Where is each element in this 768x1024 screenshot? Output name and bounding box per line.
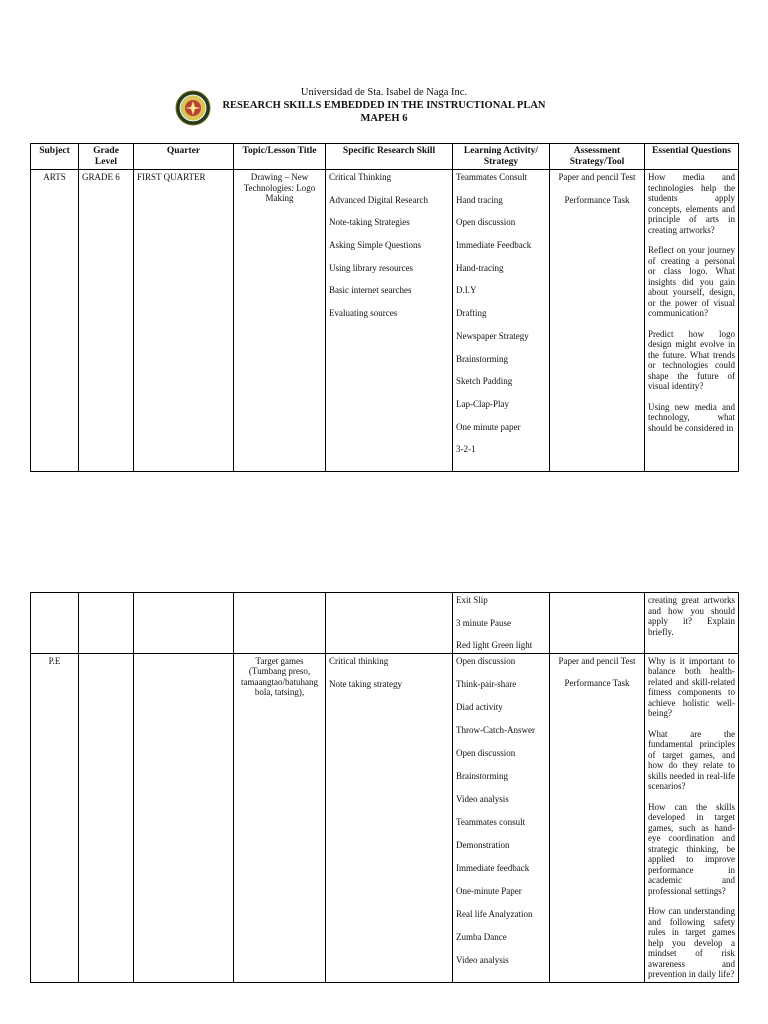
column-header: Assessment Strategy/Tool [550, 144, 645, 170]
essential-question: Why is it important to balance both health-related and skill-related fitness components to achieve holistic well-being? [648, 655, 735, 719]
document-page-2 [0, 520, 768, 1024]
activities-cell [453, 593, 550, 654]
list-item: Asking Simple Questions [329, 240, 422, 251]
column-header: Grade Level [79, 144, 134, 170]
questions-cell [645, 170, 739, 472]
subject-cell [31, 593, 79, 654]
grade-cell: GRADE 6 [79, 170, 134, 472]
questions-cell [645, 653, 739, 982]
assessment-cell [550, 170, 645, 472]
essential-question: creating great artworks and how you should apply it? Explain briefly. [648, 595, 735, 637]
list-item: Using library resources [329, 262, 413, 273]
topic-cell [234, 593, 326, 654]
list-item: Teammates consult [456, 816, 526, 827]
grade-cell [79, 653, 134, 982]
questions-cell [645, 593, 739, 654]
list-item: Brainstorming [456, 770, 508, 781]
list-item: Note-taking Strategies [329, 217, 410, 228]
list-item: Sketch Padding [456, 376, 513, 387]
list-item: Hand tracing [456, 194, 503, 205]
topic-cell: Drawing – New Technologies: Logo Making [234, 170, 326, 472]
list-item: Diad activity [456, 701, 503, 712]
list-item: Performance Task [564, 194, 630, 205]
activities-cell [453, 653, 550, 982]
column-header: Topic/Lesson Title [234, 144, 326, 170]
list-item: 3-2-1 [456, 444, 476, 455]
list-item: Basic internet searches [329, 285, 412, 296]
list-item: Open discussion [456, 747, 516, 758]
activities-cell [453, 170, 550, 472]
list-item: Real life Analyzation [456, 908, 533, 919]
list-item: Immediate feedback [456, 862, 530, 873]
essential-question: Reflect on your journey of creating a personal or class logo. What insights did you gain about yourself, design, or the power of visual communication? [648, 245, 735, 318]
essential-question: How can understanding and following safety rules in target games help you develop a mindset of risk awareness and prevention in daily life? [648, 906, 735, 980]
list-item: Hand-tracing [456, 262, 504, 273]
list-item: Newspaper Strategy [456, 330, 529, 341]
list-item: Evaluating sources [329, 308, 398, 319]
essential-question: What are the fundamental principles of target games, and how do they relate to skills needed in real-life scenarios? [648, 728, 735, 792]
list-item: Paper and pencil Test [558, 655, 636, 666]
list-item: Think-pair-share [456, 678, 517, 689]
column-header: Subject [31, 144, 79, 170]
list-item: D.I.Y [456, 285, 477, 296]
quarter-cell [134, 593, 234, 654]
list-item: Note taking strategy [329, 678, 402, 689]
document-subtitle: MAPEH 6 [360, 113, 408, 124]
instructional-plan-table-continued [30, 592, 739, 983]
list-item: Drafting [456, 308, 487, 319]
essential-question: How can the skills developed in target games, such as hand-eye coordination and strategic thinking, be applied to improve performance in academic and professional settings? [648, 801, 735, 896]
list-item: Immediate Feedback [456, 240, 532, 251]
list-item: Throw-Catch-Answer [456, 724, 535, 735]
list-item: Advanced Digital Research [329, 194, 428, 205]
quarter-cell: FIRST QUARTER [134, 170, 234, 472]
table-row [31, 653, 739, 982]
assessment-cell [550, 593, 645, 654]
list-item: Lap-Clap-Play [456, 398, 509, 409]
university-name: Universidad de Sta. Isabel de Naga Inc. [300, 87, 468, 98]
skills-cell [326, 593, 453, 654]
document-header [0, 86, 768, 125]
essential-question: Using new media and technology, what should be considered in [648, 401, 735, 433]
essential-question: Predict how logo design might evolve in the future. What trends or technologies could shape the future of visual identity? [648, 328, 735, 391]
list-item: Paper and pencil Test [558, 172, 636, 182]
list-item: Open discussion [456, 655, 516, 666]
table-row [31, 170, 739, 472]
skills-cell [326, 170, 453, 472]
quarter-cell [134, 653, 234, 982]
list-item: Red light Green light [456, 640, 533, 651]
list-item: Video analysis [456, 793, 509, 804]
list-item: 3 minute Pause [456, 617, 511, 628]
list-item: Demonstration [456, 839, 510, 850]
essential-question: How media and technologies help the students apply concepts, elements and principle of arts in creating artworks? [648, 172, 735, 235]
column-header: Essential Questions [645, 144, 739, 170]
column-header: Quarter [134, 144, 234, 170]
list-item: Performance Task [564, 678, 630, 689]
subject-cell: ARTS [31, 170, 79, 472]
table-row [31, 593, 739, 654]
grade-cell [79, 593, 134, 654]
subject-cell: P.E [31, 653, 79, 982]
table-header-row [31, 144, 739, 170]
list-item: Brainstorming [456, 353, 508, 364]
list-item: Video analysis [456, 954, 509, 965]
list-item: Open discussion [456, 217, 516, 228]
list-item: One-minute Paper [456, 885, 522, 896]
list-item: Exit Slip [456, 595, 488, 605]
list-item: One minute paper [456, 421, 521, 432]
instructional-plan-table [30, 143, 739, 472]
document-title: RESEARCH SKILLS EMBEDDED IN THE INSTRUCTIONAL PLAN [222, 100, 546, 111]
column-header: Learning Activity/ Strategy [453, 144, 550, 170]
column-header: Specific Research Skill [326, 144, 453, 170]
list-item: Critical thinking [329, 655, 389, 666]
list-item: Teammates Consult [456, 172, 528, 182]
list-item: Critical Thinking [329, 172, 392, 182]
skills-cell [326, 653, 453, 982]
topic-cell: Target games (Tumbang preso, tamaangtao/batuhang bola, tatsing), [234, 653, 326, 982]
assessment-cell [550, 653, 645, 982]
list-item: Zumba Dance [456, 931, 507, 942]
